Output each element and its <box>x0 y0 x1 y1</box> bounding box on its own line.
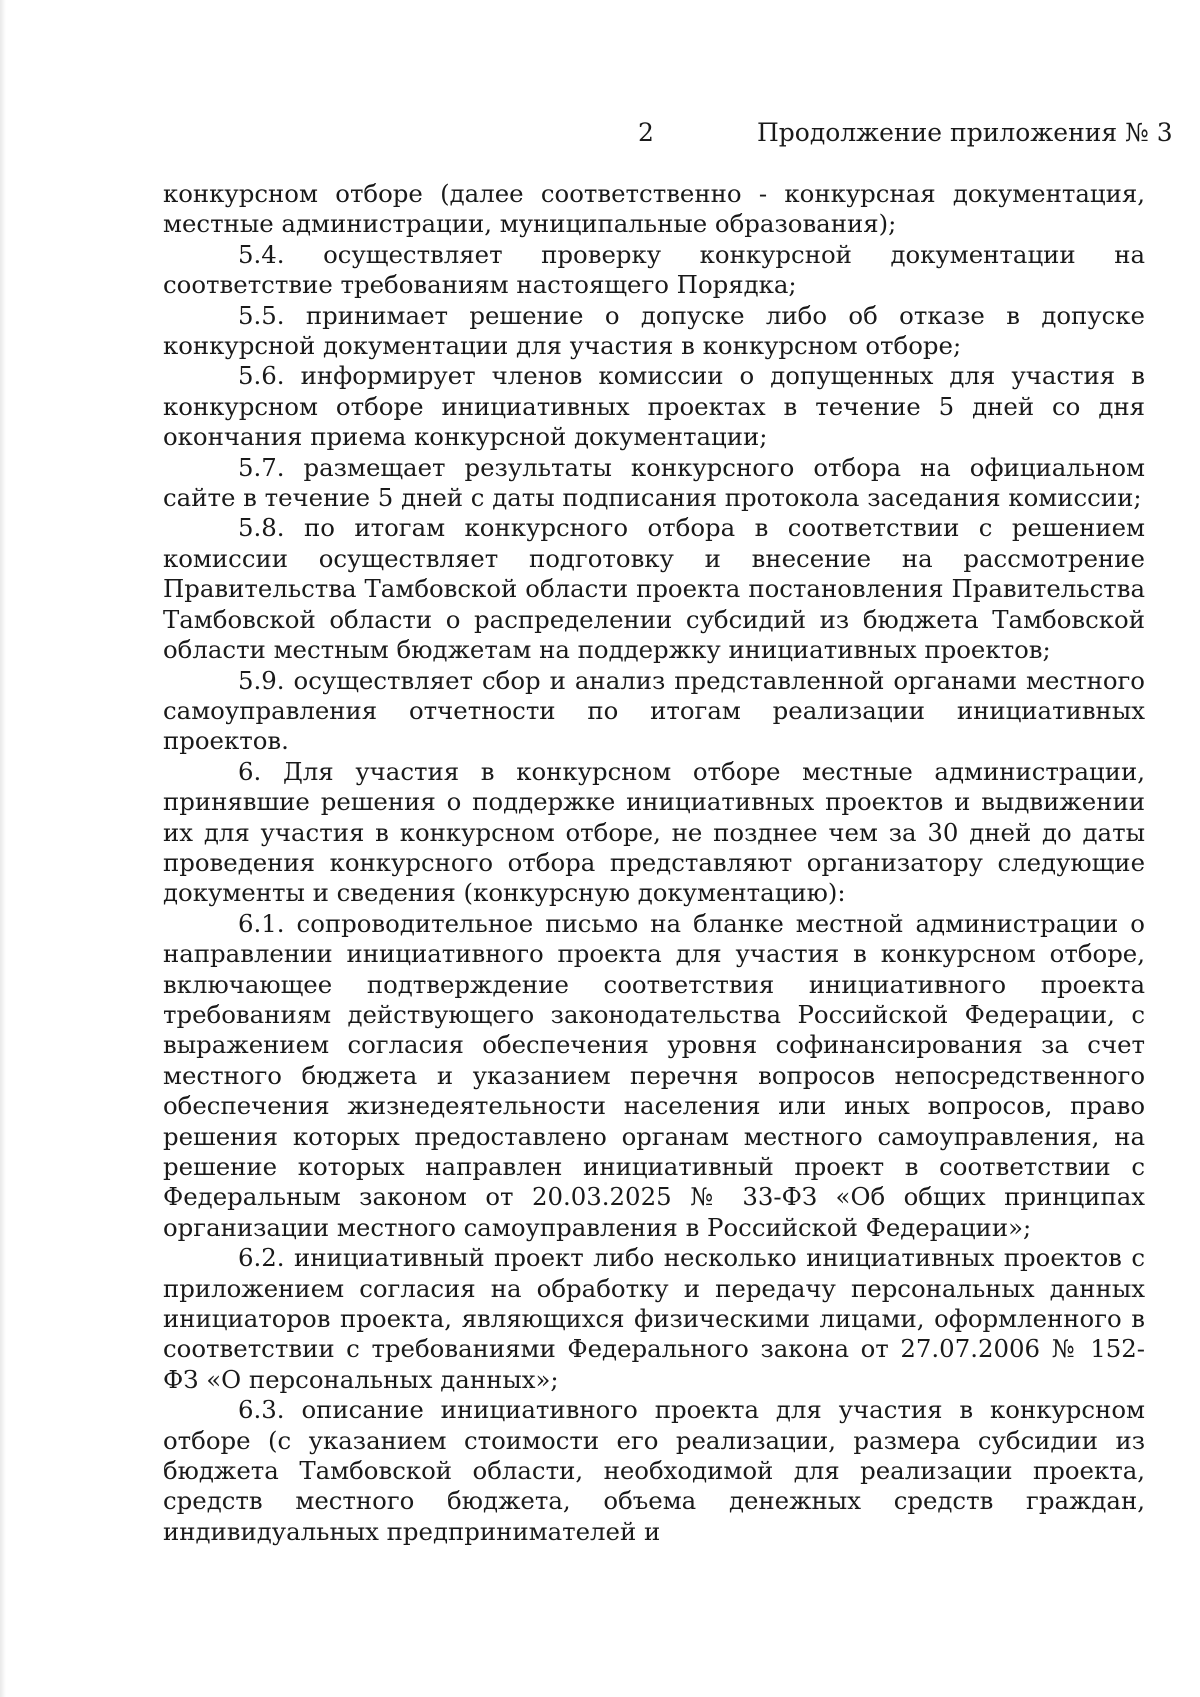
paragraph-5-7: 5.7. размещает результаты конкурсного отбора на официальном сайте в течение 5 дней с даты подписания протокола заседания комиссии; <box>163 452 1145 513</box>
paragraph-continued: конкурсном отборе (далее соответственно - конкурсная документация, местные администрации, муниципальные образования); <box>163 179 1145 239</box>
document-body <box>163 179 1145 1547</box>
paragraph-5-8: 5.8. по итогам конкурсного отбора в соответствии с решением комиссии осуществляет подготовку и внесение на рассмотрение Правительства Тамбовской области проекта постановления Правительства Тамбовской области о распределении субсидий из бюджета Тамбовской области местным бюджетам на поддержку инициативных проектов; <box>163 513 1145 665</box>
paragraph-5-5: 5.5. принимает решение о допуске либо об отказе в допуске конкурсной документации для участия в конкурсном отборе; <box>163 300 1145 361</box>
paragraph-5-6: 5.6. информирует членов комиссии о допущенных для участия в конкурсном отборе инициативных проектах в течение 5 дней со дня окончания приема конкурсной документации; <box>163 361 1145 452</box>
paragraph-5-9: 5.9. осуществляет сбор и анализ представленной органами местного самоуправления отчетности по итогам реализации инициативных проектов. <box>163 665 1145 756</box>
paragraph-6-3: 6.3. описание инициативного проекта для участия в конкурсном отборе (с указанием стоимости его реализации, размера субсидии из бюджета Тамбовской области, необходимой для реализации проекта, средств местного бюджета, объема денежных средств граждан, индивидуальных предпринимателей и <box>163 1395 1145 1546</box>
continuation-header: Продолжение приложения № 3 <box>757 118 1173 147</box>
paragraph-6-2: 6.2. инициативный проект либо несколько инициативных проектов с приложением согласия на обработку и передачу персональных данных инициаторов проекта, являющихся физическими лицами, оформленного в соответствии с требованиями Федерального закона от 27.07.2006 № 152-ФЗ «О персональных данных»; <box>163 1243 1145 1394</box>
paragraph-6: 6. Для участия в конкурсном отборе местные администрации, принявшие решения о поддержке инициативных проектов и выдвижении их для участия в конкурсном отборе, не позднее чем за 30 дней до даты проведения конкурсного отбора представляют организатору следующие документы и сведения (конкурсную документацию): <box>163 756 1145 908</box>
page-number: 2 <box>638 118 654 147</box>
paragraph-5-4: 5.4. осуществляет проверку конкурсной документации на соответствие требованиям настоящего Порядка; <box>163 239 1145 300</box>
scan-edge <box>0 0 6 1697</box>
paragraph-6-1: 6.1. сопроводительное письмо на бланке местной администрации о направлении инициативного проекта для участия в конкурсном отборе, включающее подтверждение соответствия инициативного проекта требованиям действующего законодательства Российской Федерации, с выражением согласия обеспечения уровня софинансирования за счет местного бюджета и указанием перечня вопросов непосредственного обеспечения жизнедеятельности населения или иных вопросов, право решения которых предоставлено органам местного самоуправления, на решение которых направлен инициативный проект в соответствии с Федеральным законом от 20.03.2025 № 33-ФЗ «Об общих принципах организации местного самоуправления в Российской Федерации»; <box>163 908 1145 1242</box>
